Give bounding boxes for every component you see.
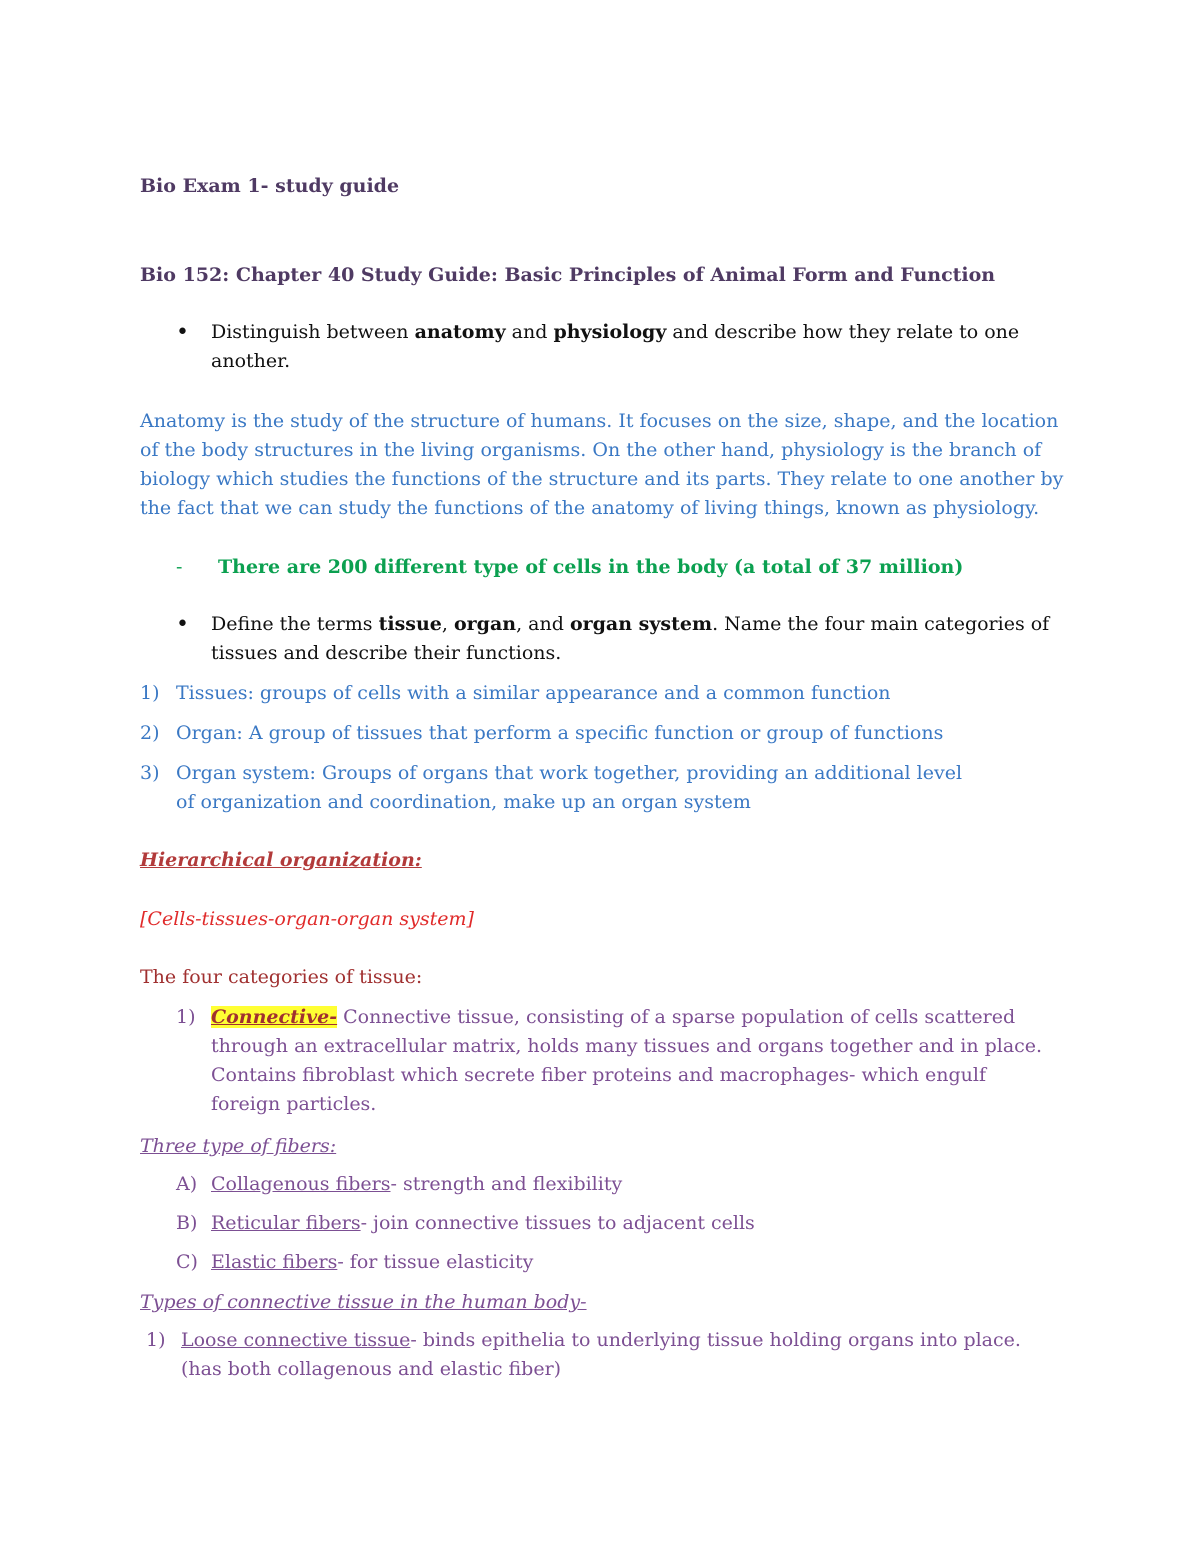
fibers-heading: Three type of fibers:	[140, 1135, 337, 1157]
chapter-title: Bio 152: Chapter 40 Study Guide: Basic Principles of Animal Form and Function	[140, 264, 996, 286]
connective-term: Connective-	[211, 1006, 338, 1028]
document-title: Bio Exam 1- study guide	[140, 175, 400, 197]
bullet-icon: •	[176, 320, 189, 345]
document-page: Bio Exam 1- study guide Bio 152: Chapter 40 Study Guide: Basic Principles of Animal Form and Function • Distinguish between anatomy and physiology and describe how they relate to one another. Anatomy is the study of the structure of humans. It focuses on the size, shape, and the location of the body structures in the living organisms. On the other hand, physiology is the branch of biology which studies the functions of the structure and its parts. They relate to one another by the fact that we can study the functions of the anatomy of living things, known as physiology. - There are 200 different type of cells in the body (a total of 37 million) • Define the terms tissue, organ, and organ system. Name the four main categories of tissues and describe their functions. 1) Tissues: groups of cells with a similar appearance and a common function 2) Organ: A group of tissues that perform a specific function or group of functions 3) Organ system: Groups of organs that work together, providing an additional level of organization and coordination, make up an organ system Hierarchical organization: [Cells-tissues-organ-organ system] The four categories of tissue: 1) Connective- Connective tissue, consisting of a sparse population of cells scattered through an extracellular matrix, holds many tissues and organs together and in place. Contains fibroblast which secrete fiber proteins and macrophages- which engulf foreign particles. Three type of fibers: A) Collagenous fibers- strength and flexibility B) Reticular fibers- join connective tissues to adjacent cells C) Elastic fibers- for tissue elasticity Types of connective tissue in the human body- 1) Loose connective tissue- binds epithelia to underlying tissue holding organs into place. (has both collagenous and elastic fiber)	[0, 0, 1200, 1553]
anatomy-paragraph: Anatomy is the study of the structure of humans. It focuses on the size, shape, and the location of the body structures in the living organisms. On the other hand, physiology is the branch of biology which studies the functions of the structure and its parts. They relate to one another by the fact that we can study the functions of the anatomy of living things, known as physiology.	[140, 410, 1064, 519]
bullet-text: Define the terms tissue, organ, and organ system. Name the four main categories of tissues and describe their functions.	[211, 613, 1050, 664]
dash-marker: -	[176, 556, 183, 578]
cells-note-text: There are 200 different type of cells in the body (a total of 37 million)	[218, 556, 964, 578]
bullet-icon: •	[176, 612, 189, 637]
hierarchy-chain: [Cells-tissues-organ-organ system]	[140, 908, 474, 930]
four-categories-label: The four categories of tissue:	[140, 966, 423, 988]
hierarchy-heading: Hierarchical organization:	[140, 849, 422, 871]
connective-types-heading: Types of connective tissue in the human body-	[140, 1291, 587, 1313]
bullet-text: Distinguish between anatomy and physiology and describe how they relate to one another.	[211, 321, 1020, 372]
